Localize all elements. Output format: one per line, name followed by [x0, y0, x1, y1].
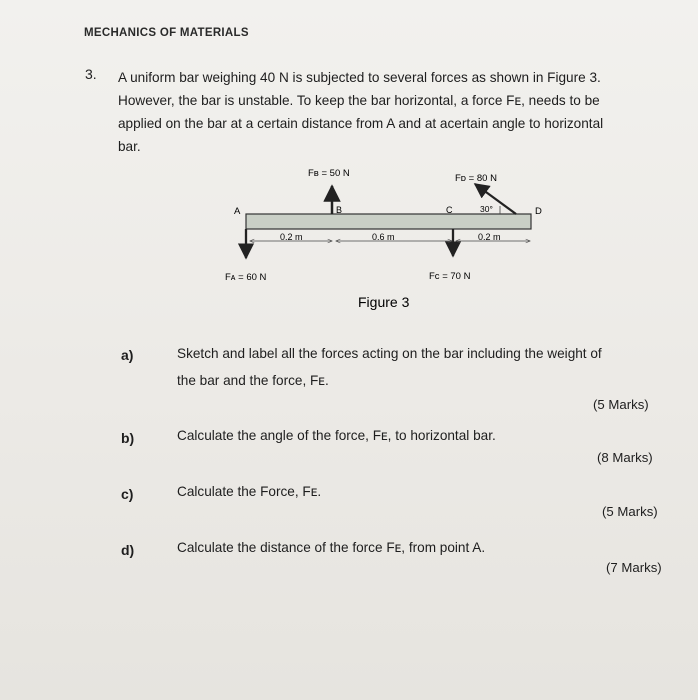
- question-line: However, the bar is unstable. To keep the bar horizontal, a force Fᴇ, needs to be: [118, 93, 600, 108]
- part-a-marks: (5 Marks): [593, 397, 649, 412]
- point-a-label: A: [234, 206, 241, 217]
- part-b-label: b): [121, 430, 135, 446]
- question-line: A uniform bar weighing 40 N is subjected to several forces as shown in Figure 3.: [118, 70, 601, 85]
- part-d-label: d): [121, 542, 135, 558]
- figure-caption: Figure 3: [358, 294, 410, 310]
- part-c-line: Calculate the Force, Fᴇ.: [177, 484, 322, 499]
- part-c-marks: (5 Marks): [602, 504, 658, 519]
- part-b-text: [177, 422, 496, 449]
- part-d-marks: (7 Marks): [606, 560, 662, 575]
- question-line: bar.: [118, 139, 141, 154]
- point-c-label: C: [446, 205, 453, 215]
- uniform-bar: [246, 214, 531, 229]
- force-fb-label: Fʙ = 50 N: [308, 168, 350, 179]
- part-c-label: c): [121, 486, 134, 502]
- question-line: applied on the bar at a certain distance from A and at acertain angle to horizontal: [118, 116, 604, 131]
- part-c-text: [177, 478, 321, 505]
- point-b-label: B: [336, 205, 343, 215]
- document-header: MECHANICS OF MATERIALS: [84, 27, 249, 39]
- force-fd-label: Fᴅ = 80 N: [455, 173, 497, 184]
- point-d-label: D: [535, 206, 542, 217]
- part-a-line: the bar and the force, Fᴇ.: [177, 373, 329, 388]
- force-fa-label: Fᴀ = 60 N: [225, 272, 267, 283]
- part-a-line: Sketch and label all the forces acting on the bar including the weight of: [177, 346, 602, 361]
- part-b-line: Calculate the angle of the force, Fᴇ, to horizontal bar.: [177, 428, 496, 443]
- part-d-line: Calculate the distance of the force Fᴇ, from point A.: [177, 540, 486, 555]
- part-b-marks: (8 Marks): [597, 450, 653, 465]
- part-d-text: [177, 534, 485, 561]
- force-fc-label: Fᴄ = 70 N: [429, 271, 471, 282]
- dimension-cd-label: 0.2 m: [478, 232, 501, 242]
- part-a-text: [177, 340, 602, 394]
- question-number: 3.: [85, 66, 97, 82]
- part-a-label: a): [121, 347, 134, 363]
- angle-label: 30°: [480, 204, 493, 214]
- dimension-ab-label: 0.2 m: [280, 232, 303, 242]
- dimension-bc-label: 0.6 m: [372, 232, 395, 242]
